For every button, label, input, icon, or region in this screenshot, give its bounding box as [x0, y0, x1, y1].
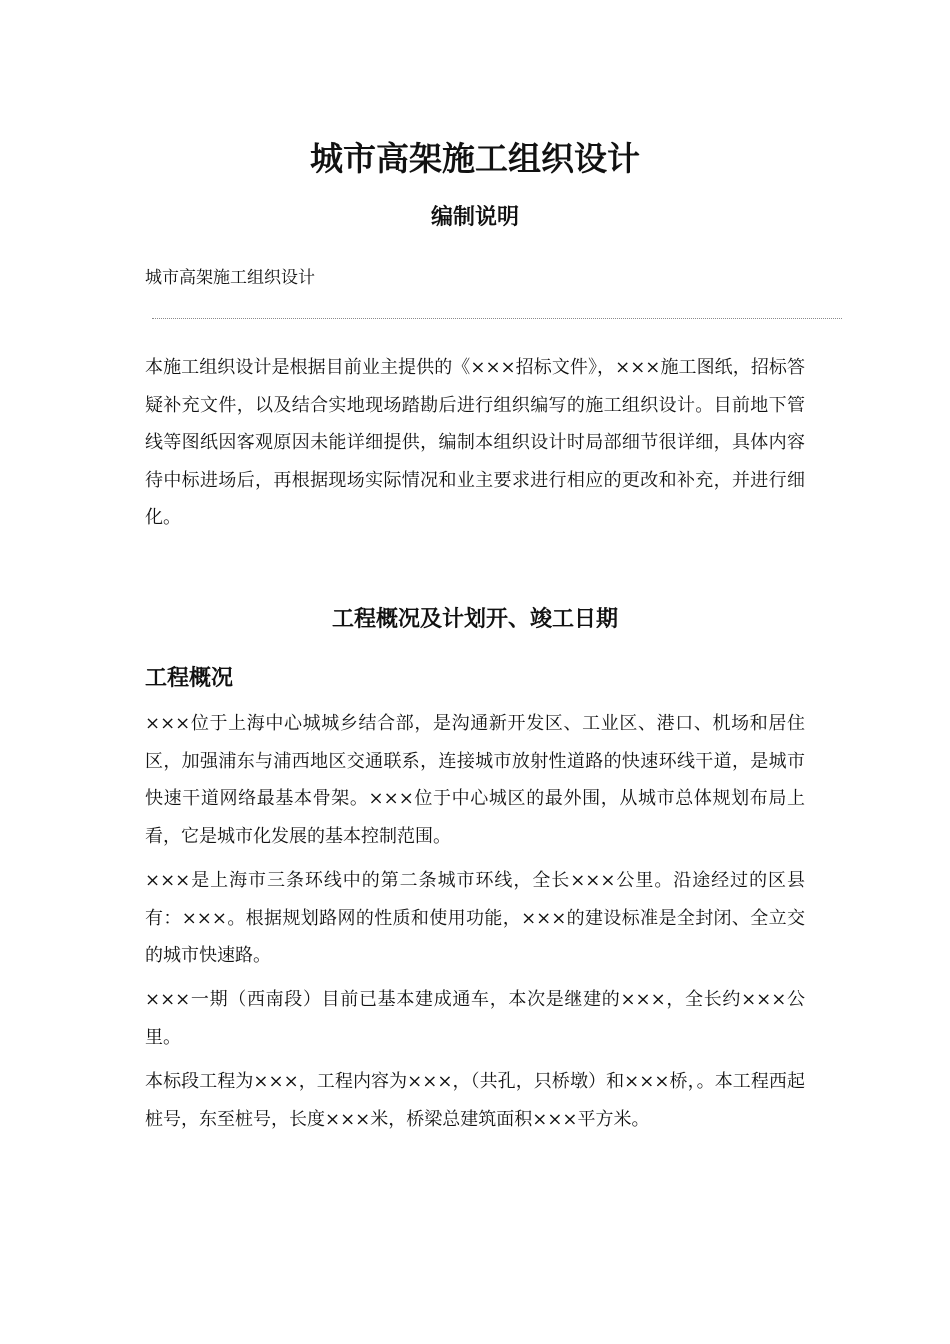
preface-caption: 城市高架施工组织设计 [145, 268, 315, 288]
section-paragraph-4: 本标段工程为×××，工程内容为×××，（共孔，只桥墩）和×××桥，。本工程西起桩号，东至桩号，长度×××米，桥梁总建筑面积×××平方米。 [145, 1071, 805, 1130]
document-title: 城市高架施工组织设计 [310, 139, 640, 178]
section-paragraph-1: ×××位于上海中心城城乡结合部，是沟通新开发区、工业区、港口、机场和居住区，加强浦东与浦西地区交通联系，连接城市放射性道路的快速环线干道，是城市快速干道网络最基本骨架。×××位于中心城区的最外围，从城市总体规划布局上看，它是城市化发展的基本控制范围。 [145, 713, 805, 847]
section-heading: 工程概况 [145, 666, 234, 691]
dotted-divider [152, 318, 842, 319]
chapter-heading: 工程概况及计划开、竣工日期 [331, 607, 618, 632]
section-paragraph-3: ×××一期（西南段）目前已基本建成通车，本次是继建的×××，全长约×××公里。 [145, 989, 805, 1048]
preface-body: 本施工组织设计是根据目前业主提供的《×××招标文件》，×××施工图纸，招标答疑补充文件，以及结合实地现场踏勘后进行组织编写的施工组织设计。目前地下管线等图纸因客观原因未能详细提供，编制本组织设计时局部细节很详细，具体内容待中标进场后，再根据现场实际情况和业主要求进行相应的更改和补充，并进行细化。 [145, 357, 805, 528]
section-paragraph-2: ×××是上海市三条环线中的第二条城市环线，全长×××公里。沿途经过的区县有：×××。根据规划路网的性质和使用功能，×××的建设标准是全封闭、全立交的城市快速路。 [145, 870, 805, 966]
preface-heading: 编制说明 [430, 205, 519, 230]
